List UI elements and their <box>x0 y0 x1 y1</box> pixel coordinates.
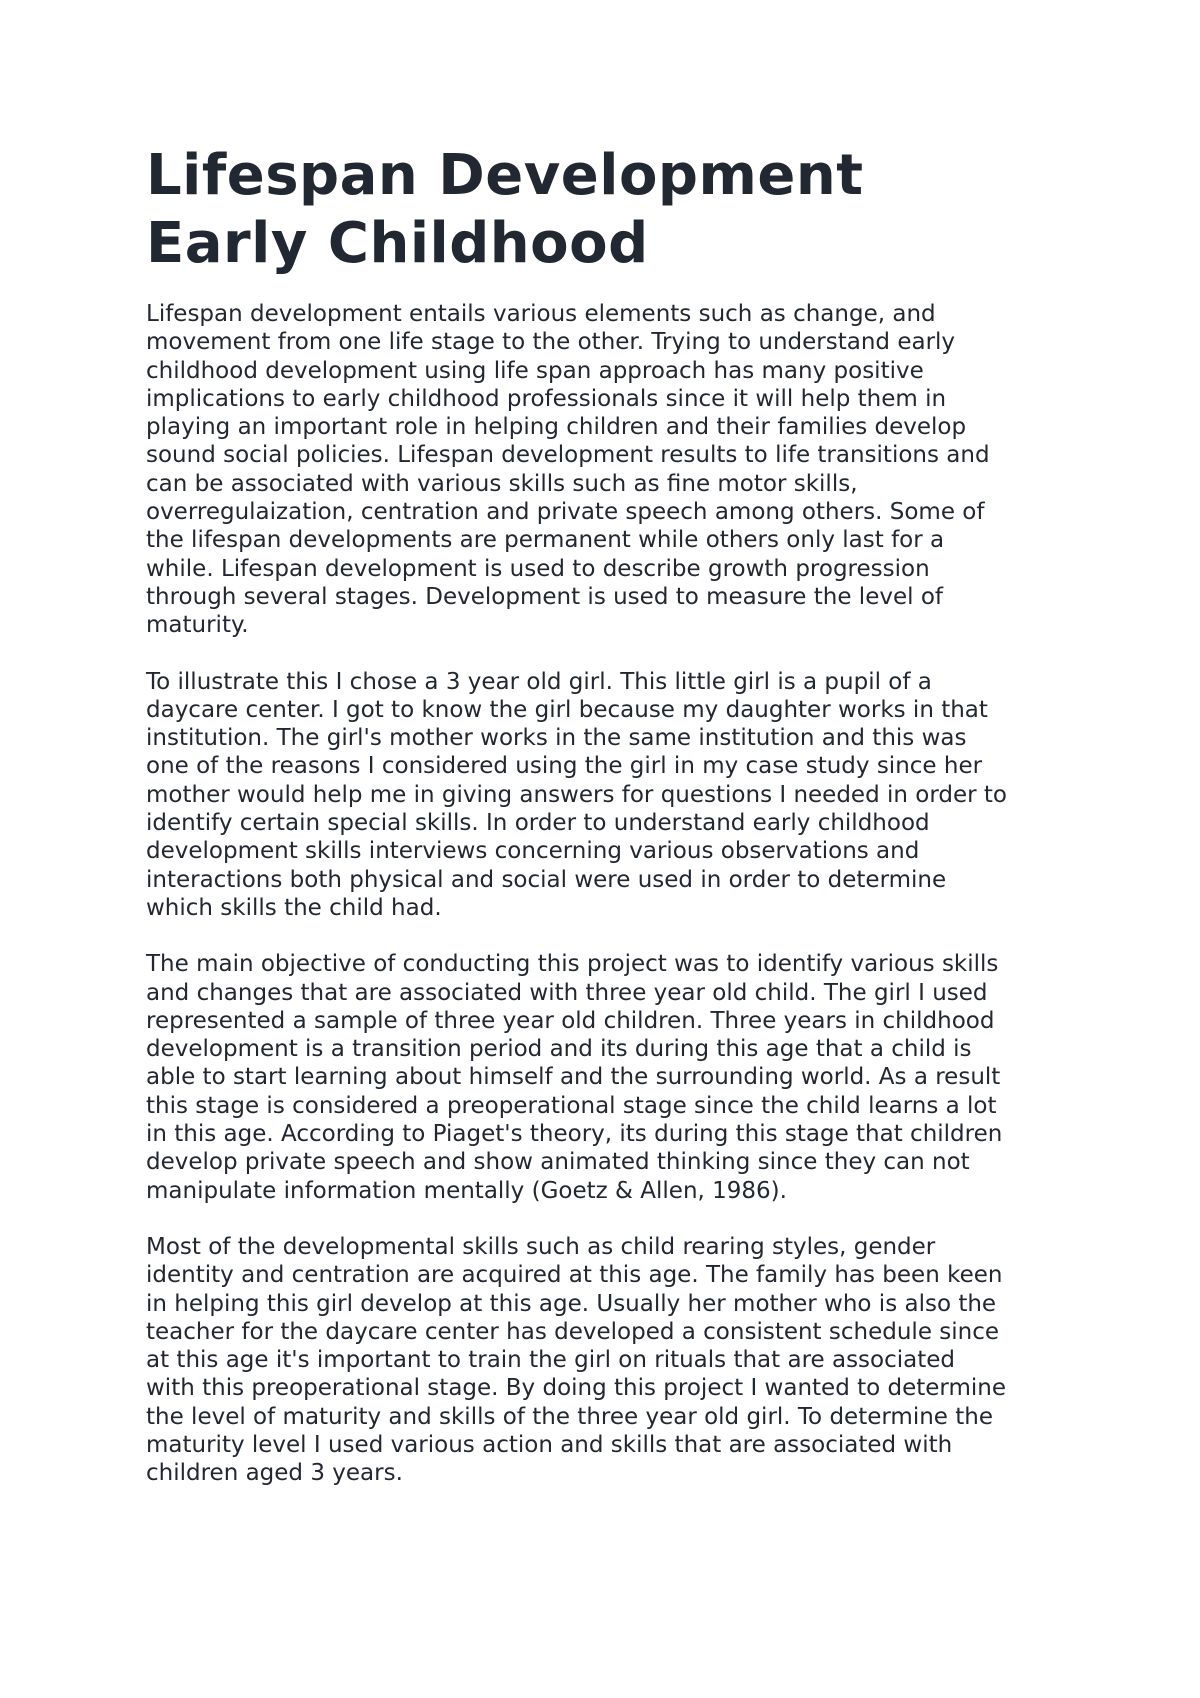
paragraph-line: at this age it's important to train the girl on rituals that are associated <box>146 1347 956 1374</box>
paragraph-line: development skills interviews concerning various observations and <box>146 838 920 865</box>
paragraph-line: playing an important role in helping children and their families develop <box>146 414 967 441</box>
paragraph-line: able to start learning about himself and the surrounding world. As a result <box>146 1064 1001 1091</box>
document-title <box>146 142 1066 278</box>
paragraph-line: development is a transition period and its during this age that a child is <box>146 1036 972 1063</box>
paragraph-line: daycare center. I got to know the girl because my daughter works in that <box>146 696 988 723</box>
paragraph-line: identity and centration are acquired at this age. The family has been keen <box>146 1262 1003 1289</box>
paragraph <box>146 950 1066 1205</box>
paragraph-line: in helping this girl develop at this age. Usually her mother who is also the <box>146 1290 997 1317</box>
paragraph-line: identify certain special skills. In order to understand early childhood <box>146 810 930 837</box>
paragraph-line: sound social policies. Lifespan development results to life transitions and <box>146 442 990 469</box>
paragraph-line: Most of the developmental skills such as child rearing styles, gender <box>146 1233 936 1260</box>
paragraph-line: through several stages. Development is used to measure the level of <box>146 583 943 610</box>
paragraph-line: can be associated with various skills such as fine motor skills, <box>146 470 858 497</box>
paragraph-line: The main objective of conducting this project was to identify various skills <box>146 951 999 978</box>
paragraph-line: overregulaization, centration and private speech among others. Some of <box>146 499 985 526</box>
paragraph <box>146 668 1066 923</box>
title-line: Lifespan Development <box>146 143 864 208</box>
paragraph-line: maturity. <box>146 612 249 639</box>
paragraph-line: childhood development using life span approach has many positive <box>146 357 924 384</box>
paragraph-line: which skills the child had. <box>146 894 442 921</box>
paragraph-line: the lifespan developments are permanent while others only last for a <box>146 527 945 554</box>
title-line: Early Childhood <box>146 211 649 276</box>
paragraph-line: teacher for the daycare center has developed a consistent schedule since <box>146 1318 1000 1345</box>
paragraph-line: movement from one life stage to the other. Trying to understand early <box>146 329 956 356</box>
paragraph-line: while. Lifespan development is used to describe growth progression <box>146 555 930 582</box>
paragraph-line: this stage is considered a preoperational stage since the child learns a lot <box>146 1092 997 1119</box>
document-body <box>146 300 1066 1488</box>
paragraph <box>146 1233 1066 1488</box>
paragraph-line: interactions both physical and social were used in order to determine <box>146 866 947 893</box>
paragraph-line: mother would help me in giving answers for questions I needed in order to <box>146 781 1008 808</box>
paragraph-line: one of the reasons I considered using the girl in my case study since her <box>146 753 983 780</box>
paragraph-line: and changes that are associated with three year old child. The girl I used <box>146 979 988 1006</box>
paragraph-line: implications to early childhood professionals since it will help them in <box>146 385 947 412</box>
paragraph-line: the level of maturity and skills of the three year old girl. To determine the <box>146 1403 993 1430</box>
paragraph-line: with this preoperational stage. By doing this project I wanted to determine <box>146 1375 1006 1402</box>
paragraph-line: institution. The girl's mother works in the same institution and this was <box>146 725 967 752</box>
paragraph-line: Lifespan development entails various elements such as change, and <box>146 301 936 327</box>
document-content <box>146 142 1066 1516</box>
paragraph-line: in this age. According to Piaget's theory, its during this stage that children <box>146 1121 1003 1148</box>
paragraph-line: To illustrate this I chose a 3 year old girl. This little girl is a pupil of a <box>146 668 932 695</box>
paragraph-line: maturity level I used various action and skills that are associated with <box>146 1431 953 1458</box>
paragraph-line: children aged 3 years. <box>146 1460 403 1487</box>
paragraph-line: develop private speech and show animated thinking since they can not <box>146 1149 970 1176</box>
paragraph-line: represented a sample of three year old children. Three years in childhood <box>146 1007 995 1034</box>
paragraph-line: manipulate information mentally (Goetz & Allen, 1986). <box>146 1177 787 1204</box>
paragraph <box>146 300 1066 640</box>
